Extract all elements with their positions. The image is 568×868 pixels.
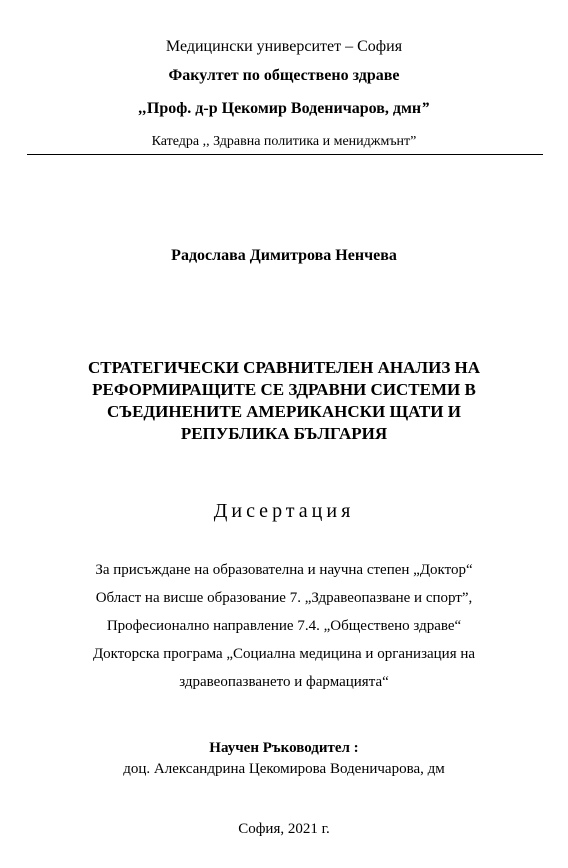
honorific-name: Проф. д-р Цекомир Воденичаров, дмн bbox=[146, 100, 422, 117]
title-line: РЕФОРМИРАЩИТЕ СЕ ЗДРАВНИ СИСТЕМИ В bbox=[92, 380, 476, 399]
department-name: Катедра ,, Здравна политика и мениджмънт” bbox=[151, 134, 417, 149]
degree-line: Професионално направление 7.4. „Обществено здраве“ bbox=[106, 618, 462, 634]
supervisor-label: Научен Ръководител : bbox=[209, 740, 359, 756]
close-quote: ” bbox=[421, 100, 430, 117]
university-name: Медицински университет – София bbox=[165, 38, 403, 55]
degree-line: За присъждане на образователна и научна степен „Доктор“ bbox=[95, 562, 473, 578]
degree-line: здравеопазването и фармацията“ bbox=[179, 674, 389, 690]
dissertation-title bbox=[0, 357, 568, 445]
faculty-name: Факултет по обществено здраве bbox=[168, 67, 400, 84]
faculty-honorific-name bbox=[0, 100, 568, 118]
title-line: СЪЕДИНЕНИТЕ АМЕРИКАНСКИ ЩАТИ И bbox=[107, 402, 461, 421]
degree-info bbox=[0, 556, 568, 696]
header-divider bbox=[27, 154, 543, 155]
supervisor-name: доц. Александрина Цекомирова Воденичарова, дм bbox=[123, 761, 445, 777]
open-quote: ,, bbox=[138, 100, 147, 117]
city-year: София, 2021 г. bbox=[238, 821, 330, 837]
degree-line: Област на висше образование 7. „Здравеопазване и спорт”, bbox=[95, 590, 473, 606]
author-name: Радослава Димитрова Ненчева bbox=[171, 247, 397, 264]
title-line: СТРАТЕГИЧЕСКИ СРАВНИТЕЛЕН АНАЛИЗ НА bbox=[87, 358, 481, 377]
document-type: Дисертация bbox=[213, 500, 355, 522]
title-line: РЕПУБЛИКА БЪЛГАРИЯ bbox=[180, 424, 388, 443]
degree-line: Докторска програма „Социална медицина и организация на bbox=[92, 646, 476, 662]
